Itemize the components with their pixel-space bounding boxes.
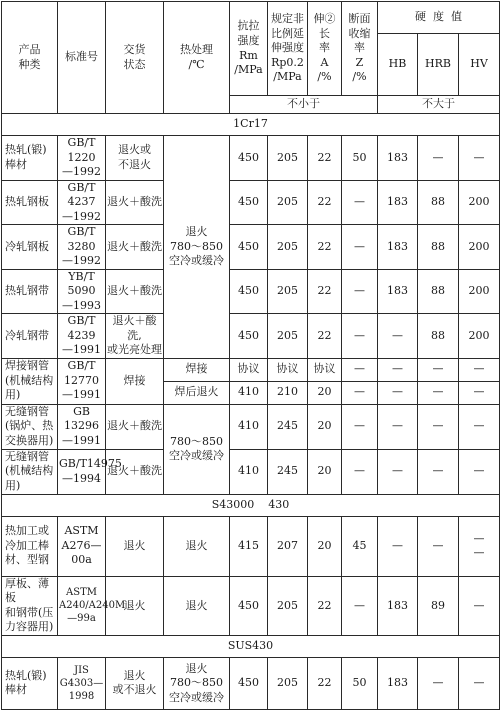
header-hv: HV	[459, 34, 500, 96]
cell-hb: 183	[378, 576, 418, 635]
cell-heat: 焊后退火	[164, 381, 230, 404]
cell-rp: 205	[268, 657, 308, 709]
cell-z: 50	[342, 136, 378, 181]
cell-hrb: 88	[418, 180, 459, 225]
section-title: S43000 430	[2, 494, 500, 516]
cell-rp: 205	[268, 180, 308, 225]
cell-hb: 183	[378, 136, 418, 181]
cell-a: 20	[308, 449, 342, 494]
cell-delivery: 退火＋酸洗	[106, 180, 164, 225]
cell-rm: 协议	[230, 358, 268, 381]
cell-rm: 415	[230, 516, 268, 576]
table-row	[2, 358, 500, 381]
cell-rm: 410	[230, 381, 268, 404]
cell-delivery: 退火＋酸洗	[106, 449, 164, 494]
cell-z: —	[342, 269, 378, 314]
cell-a: 22	[308, 657, 342, 709]
cell-heat-merged: 780～850 空冷或缓冷	[164, 404, 230, 494]
header-not-less: 不小于	[230, 96, 378, 114]
cell-a: 20	[308, 516, 342, 576]
cell-hrb: —	[418, 516, 459, 576]
cell-a: 20	[308, 381, 342, 404]
cell-hrb: —	[418, 358, 459, 381]
cell-rp: 245	[268, 404, 308, 449]
cell-rp: 205	[268, 136, 308, 181]
cell-a: 22	[308, 180, 342, 225]
cell-product: 热轧(锻) 棒材	[2, 657, 58, 709]
cell-delivery: 退火	[106, 516, 164, 576]
header-not-more: 不大于	[378, 96, 500, 114]
cell-hb: 183	[378, 657, 418, 709]
header-elongation: 伸② 长 率 A /%	[308, 2, 342, 96]
header-product: 产品 种类	[2, 2, 58, 114]
cell-heat: 退火	[164, 576, 230, 635]
cell-product: 热轧钢板	[2, 180, 58, 225]
cell-z: —	[342, 180, 378, 225]
cell-rp: 205	[268, 225, 308, 270]
cell-hrb: —	[418, 381, 459, 404]
cell-hb: 183	[378, 180, 418, 225]
cell-hrb: 89	[418, 576, 459, 635]
header-tensile: 抗拉 强度 Rm /MPa	[230, 2, 268, 96]
cell-rp: 205	[268, 576, 308, 635]
cell-z: —	[342, 449, 378, 494]
cell-product: 冷轧钢带	[2, 314, 58, 359]
header-hardness: 硬 度 值	[378, 2, 500, 34]
cell-standard: GB/T 3280 —1992	[58, 225, 106, 270]
cell-standard: ASTM A276—00a	[58, 516, 106, 576]
cell-hv: 200	[459, 314, 500, 359]
table-row	[2, 576, 500, 635]
cell-hv: —	[459, 358, 500, 381]
cell-rm: 450	[230, 180, 268, 225]
cell-hrb: —	[418, 404, 459, 449]
cell-hrb: —	[418, 657, 459, 709]
cell-heat: 退火 780～850 空冷或缓冷	[164, 657, 230, 709]
cell-product: 厚板、薄板 和钢带(压 力容器用)	[2, 576, 58, 635]
cell-hb: —	[378, 314, 418, 359]
table-row	[2, 314, 500, 359]
table-row	[2, 269, 500, 314]
cell-hv: 200	[459, 269, 500, 314]
cell-z: —	[342, 314, 378, 359]
cell-rm: 450	[230, 225, 268, 270]
cell-heat: 焊接	[164, 358, 230, 381]
cell-delivery: 退火 或不退火	[106, 657, 164, 709]
cell-product: 热轧(锻) 棒材	[2, 136, 58, 181]
cell-z: —	[342, 358, 378, 381]
cell-hb: —	[378, 381, 418, 404]
cell-heat-merged: 退火 780～850 空冷或缓冷	[164, 136, 230, 359]
cell-standard: YB/T 5090 —1993	[58, 269, 106, 314]
cell-z: 45	[342, 516, 378, 576]
table-row	[2, 449, 500, 494]
section-title: SUS430	[2, 635, 500, 657]
cell-a: 20	[308, 404, 342, 449]
cell-hv: 200	[459, 180, 500, 225]
cell-hv: 200	[459, 225, 500, 270]
table-row	[2, 225, 500, 270]
cell-standard: GB 13296 —1991	[58, 404, 106, 449]
cell-rp: 协议	[268, 358, 308, 381]
cell-hv: —	[459, 381, 500, 404]
section-title: 1Cr17	[2, 114, 500, 136]
header-heat-treatment: 热处理 /℃	[164, 2, 230, 114]
header-reduction: 断面 收缩 率 Z /%	[342, 2, 378, 96]
cell-hrb: 88	[418, 225, 459, 270]
cell-standard: GB/T14975 —1994	[58, 449, 106, 494]
cell-rp: 210	[268, 381, 308, 404]
cell-hrb: 88	[418, 269, 459, 314]
cell-a: 22	[308, 269, 342, 314]
cell-product: 热加工或 冷加工棒 材、型钢	[2, 516, 58, 576]
cell-hv: —	[459, 449, 500, 494]
cell-delivery: 退火＋酸洗	[106, 404, 164, 449]
cell-rp: 207	[268, 516, 308, 576]
cell-hrb: —	[418, 449, 459, 494]
cell-hb: —	[378, 404, 418, 449]
cell-z: —	[342, 225, 378, 270]
cell-rm: 450	[230, 314, 268, 359]
cell-standard: GB/T 4237 —1992	[58, 180, 106, 225]
cell-hb: 183	[378, 225, 418, 270]
cell-delivery: 退火＋酸洗	[106, 269, 164, 314]
cell-heat: 退火	[164, 516, 230, 576]
cell-standard: GB/T 1220 —1992	[58, 136, 106, 181]
cell-product: 热轧钢带	[2, 269, 58, 314]
cell-z: 50	[342, 657, 378, 709]
cell-rm: 450	[230, 136, 268, 181]
cell-delivery: 退火	[106, 576, 164, 635]
header-standard: 标准号	[58, 2, 106, 114]
table-row	[2, 404, 500, 449]
steel-spec-table	[1, 1, 500, 710]
cell-delivery: 焊接	[106, 358, 164, 404]
cell-a: 22	[308, 136, 342, 181]
header-delivery: 交货 状态	[106, 2, 164, 114]
cell-z: —	[342, 381, 378, 404]
cell-delivery: 退火＋酸洗, 或光亮处理	[106, 314, 164, 359]
cell-hb: —	[378, 358, 418, 381]
cell-hv: —	[459, 404, 500, 449]
cell-a: 协议	[308, 358, 342, 381]
cell-standard: ASTM A240/A240M —99a	[58, 576, 106, 635]
table-row	[2, 516, 500, 576]
table-row	[2, 180, 500, 225]
cell-rp: 245	[268, 449, 308, 494]
cell-product: 冷轧钢板	[2, 225, 58, 270]
cell-z: —	[342, 576, 378, 635]
cell-product: 焊接钢管 (机械结构 用)	[2, 358, 58, 404]
cell-standard: GB/T 12770 —1991	[58, 358, 106, 404]
cell-a: 22	[308, 576, 342, 635]
cell-product: 无缝钢管 (机械结构 用)	[2, 449, 58, 494]
header-yield: 规定非 比例延 伸强度 Rp0.2 /MPa	[268, 2, 308, 96]
cell-standard: JIS G4303—1998	[58, 657, 106, 709]
cell-hv: —	[459, 576, 500, 635]
cell-product: 无缝钢管 (锅炉、热 交换器用)	[2, 404, 58, 449]
cell-rm: 450	[230, 576, 268, 635]
cell-hv: — —	[459, 516, 500, 576]
cell-delivery: 退火＋酸洗	[106, 225, 164, 270]
cell-hb: —	[378, 516, 418, 576]
cell-rm: 450	[230, 269, 268, 314]
cell-hb: —	[378, 449, 418, 494]
table-row	[2, 657, 500, 709]
cell-hb: 183	[378, 269, 418, 314]
cell-a: 22	[308, 314, 342, 359]
cell-rm: 410	[230, 449, 268, 494]
cell-a: 22	[308, 225, 342, 270]
header-hb: HB	[378, 34, 418, 96]
cell-rp: 205	[268, 314, 308, 359]
cell-hrb: —	[418, 136, 459, 181]
cell-z: —	[342, 404, 378, 449]
cell-rm: 450	[230, 657, 268, 709]
table-row	[2, 136, 500, 181]
cell-hrb: 88	[418, 314, 459, 359]
cell-hv: —	[459, 657, 500, 709]
cell-rp: 205	[268, 269, 308, 314]
header-hrb: HRB	[418, 34, 459, 96]
cell-rm: 410	[230, 404, 268, 449]
cell-standard: GB/T 4239 —1991	[58, 314, 106, 359]
cell-hv: —	[459, 136, 500, 181]
cell-delivery: 退火或 不退火	[106, 136, 164, 181]
